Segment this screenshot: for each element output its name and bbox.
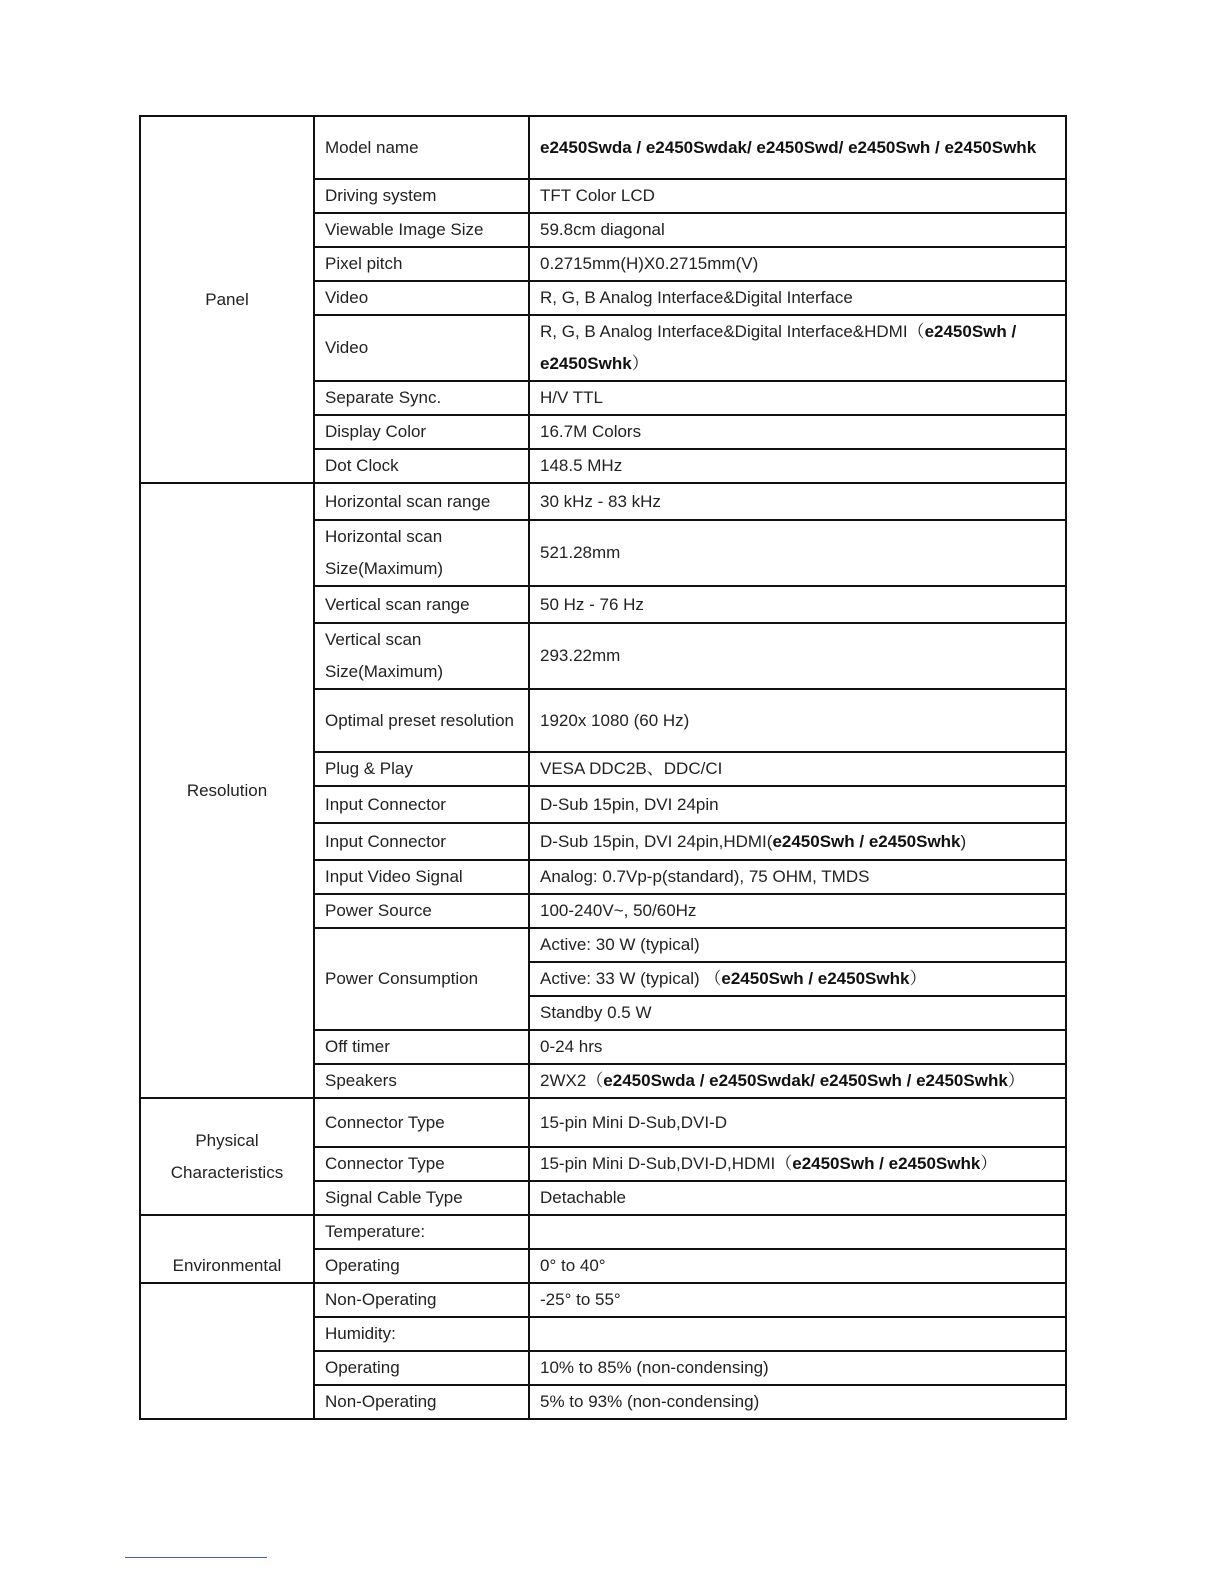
- spec-value: 100-240V~, 50/60Hz: [529, 894, 1066, 928]
- spec-value: 59.8cm diagonal: [529, 213, 1066, 247]
- value-text: ）: [980, 1154, 998, 1173]
- spec-label: Input Video Signal: [314, 860, 529, 894]
- spec-value: VESA DDC2B、DDC/CI: [529, 752, 1066, 786]
- spec-value: Analog: 0.7Vp-p(standard), 75 OHM, TMDS: [529, 860, 1066, 894]
- category-environmental: Environmental: [140, 1215, 314, 1283]
- spec-label: Non-Operating: [314, 1283, 529, 1317]
- value-text: D-Sub 15pin, DVI 24pin,HDMI(: [540, 831, 773, 851]
- spec-label: Connector Type: [314, 1098, 529, 1147]
- spec-label: Operating: [314, 1351, 529, 1385]
- spec-value: Detachable: [529, 1181, 1066, 1215]
- spec-value: [529, 823, 1066, 860]
- model-names: e2450Swh / e2450Swhk: [540, 322, 1017, 373]
- spec-value: 10% to 85% (non-condensing): [529, 1351, 1066, 1385]
- spec-label: Vertical scan Size(Maximum): [314, 623, 529, 689]
- spec-value: 30 kHz - 83 kHz: [529, 483, 1066, 520]
- spec-value: [529, 1147, 1066, 1181]
- value-text: ）: [909, 969, 927, 988]
- spec-value: 15-pin Mini D-Sub,DVI-D: [529, 1098, 1066, 1147]
- spec-label: Horizontal scan range: [314, 483, 529, 520]
- category-text: Physical: [195, 1130, 259, 1150]
- category-text: Characteristics: [170, 1162, 284, 1182]
- category-panel: Panel: [140, 116, 314, 483]
- spec-value: 148.5 MHz: [529, 449, 1066, 483]
- spec-value: [529, 116, 1066, 179]
- spec-value: -25° to 55°: [529, 1283, 1066, 1317]
- spec-value: Standby 0.5 W: [529, 996, 1066, 1030]
- spec-label: Temperature:: [314, 1215, 529, 1249]
- spec-value: 0° to 40°: [529, 1249, 1066, 1283]
- specifications-table: [139, 115, 1067, 1420]
- spec-value: [529, 1215, 1066, 1249]
- spec-label: Model name: [314, 116, 529, 179]
- table-row: [140, 1283, 1066, 1317]
- value-text: 15-pin Mini D-Sub,DVI-D,HDMI（: [540, 1154, 793, 1173]
- category-resolution: Resolution: [140, 483, 314, 1098]
- spec-label: Input Connector: [314, 786, 529, 823]
- spec-value: Active: 30 W (typical): [529, 928, 1066, 962]
- spec-label: Vertical scan range: [314, 586, 529, 623]
- value-text: ): [960, 831, 967, 851]
- spec-value: TFT Color LCD: [529, 179, 1066, 213]
- spec-value: 16.7M Colors: [529, 415, 1066, 449]
- spec-value: R, G, B Analog Interface&Digital Interface: [529, 281, 1066, 315]
- table-row: [140, 483, 1066, 520]
- spec-label: Humidity:: [314, 1317, 529, 1351]
- spec-label: Viewable Image Size: [314, 213, 529, 247]
- spec-value: H/V TTL: [529, 381, 1066, 415]
- spec-value: 1920x 1080 (60 Hz): [529, 689, 1066, 752]
- model-names: e2450Swh / e2450Swhk: [772, 831, 961, 851]
- spec-label: Non-Operating: [314, 1385, 529, 1419]
- spec-label: Driving system: [314, 179, 529, 213]
- spec-value: 5% to 93% (non-condensing): [529, 1385, 1066, 1419]
- model-names: e2450Swda / e2450Swdak/ e2450Swd/ e2450Swh / e2450Swhk: [540, 137, 1037, 157]
- spec-label: Horizontal scan Size(Maximum): [314, 520, 529, 586]
- spec-label: Display Color: [314, 415, 529, 449]
- value-text: Active: 33 W (typical) （: [540, 969, 722, 988]
- spec-label: Separate Sync.: [314, 381, 529, 415]
- spec-label: Pixel pitch: [314, 247, 529, 281]
- spec-value: [529, 962, 1066, 996]
- spec-label: Input Connector: [314, 823, 529, 860]
- spec-label: Optimal preset resolution: [314, 689, 529, 752]
- spec-value: 293.22mm: [529, 623, 1066, 689]
- value-text: R, G, B Analog Interface&Digital Interface&HDMI（: [540, 322, 925, 341]
- spec-value: 50 Hz - 76 Hz: [529, 586, 1066, 623]
- spec-value: 521.28mm: [529, 520, 1066, 586]
- spec-label: Off timer: [314, 1030, 529, 1064]
- spec-value: [529, 1317, 1066, 1351]
- spec-label: Operating: [314, 1249, 529, 1283]
- model-names: e2450Swh / e2450Swhk: [792, 1154, 981, 1173]
- spec-label: Dot Clock: [314, 449, 529, 483]
- table-row: [140, 1215, 1066, 1249]
- spec-label: Speakers: [314, 1064, 529, 1098]
- spec-label: Signal Cable Type: [314, 1181, 529, 1215]
- model-names: e2450Swh / e2450Swhk: [721, 969, 910, 988]
- value-text: ）: [631, 354, 649, 373]
- spec-value: D-Sub 15pin, DVI 24pin: [529, 786, 1066, 823]
- spec-label: Plug & Play: [314, 752, 529, 786]
- spec-value: 0.2715mm(H)X0.2715mm(V): [529, 247, 1066, 281]
- table-row: [140, 1098, 1066, 1147]
- value-text: ）: [1007, 1071, 1025, 1090]
- table-row: [140, 116, 1066, 179]
- spec-value: 0-24 hrs: [529, 1030, 1066, 1064]
- model-names: e2450Swda / e2450Swdak/ e2450Swh / e2450Swhk: [603, 1071, 1008, 1090]
- spec-label: Video: [314, 315, 529, 381]
- spec-value: [529, 315, 1066, 381]
- spec-label: Video: [314, 281, 529, 315]
- spec-label: Connector Type: [314, 1147, 529, 1181]
- value-text: 2WX2（: [540, 1071, 604, 1090]
- spec-value: [529, 1064, 1066, 1098]
- spec-label: Power Consumption: [314, 928, 529, 1030]
- spec-label: Power Source: [314, 894, 529, 928]
- category-physical-characteristics: [140, 1098, 314, 1215]
- footnote-separator: [125, 1557, 267, 1558]
- category-environmental-continued: [140, 1283, 314, 1419]
